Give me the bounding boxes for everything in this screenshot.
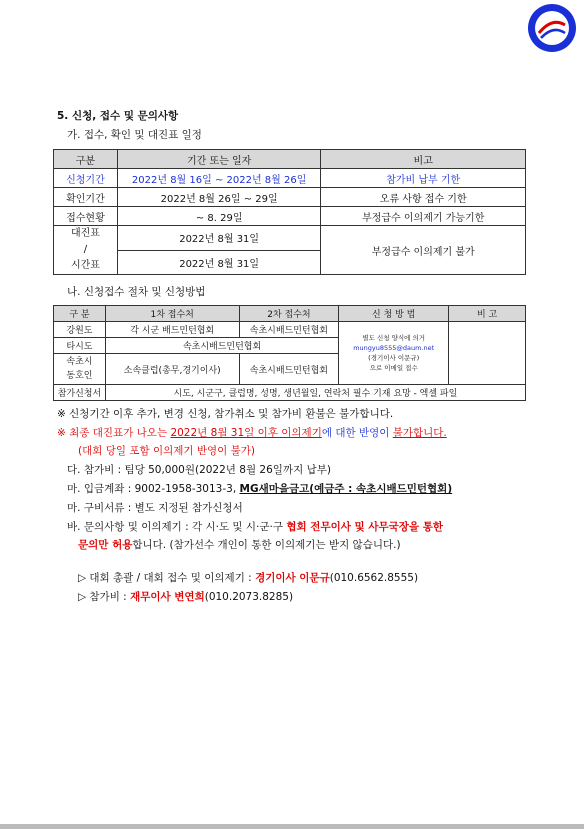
table-row: 2022년 8월 31일 <box>54 250 526 275</box>
entry-fee: 다. 참가비 : 팀당 50,000원(2022년 8월 26일까지 납부) <box>67 464 331 476</box>
table-row: 속초시 동호인 소속클럽(총무,경기이사) 속초시배드민턴협회 <box>54 354 526 385</box>
procedure-table <box>53 305 526 401</box>
association-logo <box>527 3 577 53</box>
table-row: 대진표 / 시간표 2022년 8월 31일 부정급수 이의제기 불가 <box>54 226 526 251</box>
table-row: 신청기간 2022년 8월 16일 ~ 2022년 8월 26일 참가비 납부 기한 <box>54 169 526 188</box>
table-row: 확인기간 2022년 8월 26일 ~ 29일 오류 사항 접수 기한 <box>54 188 526 207</box>
subsection-schedule: 가. 접수, 확인 및 대진표 일정 <box>67 129 202 141</box>
table-header: 구 분 1차 접수처 2차 접수처 신 청 방 법 비 고 <box>54 306 526 322</box>
section-title: 5. 신청, 접수 및 문의사항 <box>57 110 179 122</box>
table-row: 참가신청서 시도, 시군구, 클럽명, 성명, 생년월일, 연락처 필수 기재 요망 - 엑셀 파일 <box>54 385 526 401</box>
table-row: 강원도 각 시군 배드민턴협회 속초시배드민턴협회 별도 신청 양식에 의거 mungyu8555@daum.net (경기이사 이문규) 으로 이메일 접수 <box>54 322 526 338</box>
method-cell: 별도 신청 양식에 의거 mungyu8555@daum.net (경기이사 이문규) 으로 이메일 접수 <box>339 322 449 385</box>
table-header: 구분 기간 또는 일자 비고 <box>54 150 526 169</box>
contact-finance: ▷ 참가비 : 재무이사 변연희(010.2073.8285) <box>78 591 294 603</box>
table-row: 접수현황 ~ 8. 29일 부정급수 이의제기 가능기한 <box>54 207 526 226</box>
note-no-objection: (대회 당일 포함 이의제기 반영이 불가) <box>78 445 256 457</box>
schedule-table <box>53 149 526 275</box>
table-row: 타시도 속초시배드민턴협회 <box>54 338 526 354</box>
bank-account: 마. 입금계좌 : 9002-1958-3013-3, MG새마을금고(예금주 : 속초시배드민턴협회) <box>67 483 453 495</box>
inquiry-line-2: 문의만 허용합니다. (참가선수 개인이 통한 이의제기는 받지 않습니다.) <box>78 539 401 551</box>
note-no-refund: ※ 신청기간 이후 추가, 변경 신청, 참가취소 및 참가비 환불은 불가합니다. <box>57 408 394 420</box>
note-final-draw: ※ 최종 대진표가 나오는 2022년 8월 31일 이후 이의제기에 대한 반영이 불가합니다. <box>57 427 447 439</box>
contact-director: ▷ 대회 총괄 / 대회 접수 및 이의제기 : 경기이사 이문규(010.6562.8555) <box>78 572 419 584</box>
page-footer-bar <box>0 824 584 829</box>
required-documents: 마. 구비서류 : 별도 지정된 참가신청서 <box>67 502 243 514</box>
subsection-procedure: 나. 신청접수 절차 및 신청방법 <box>67 286 206 298</box>
inquiry-line: 바. 문의사항 및 이의제기 : 각 시·도 및 시·군·구 협회 전무이사 및 사무국장을 통한 <box>67 521 443 533</box>
